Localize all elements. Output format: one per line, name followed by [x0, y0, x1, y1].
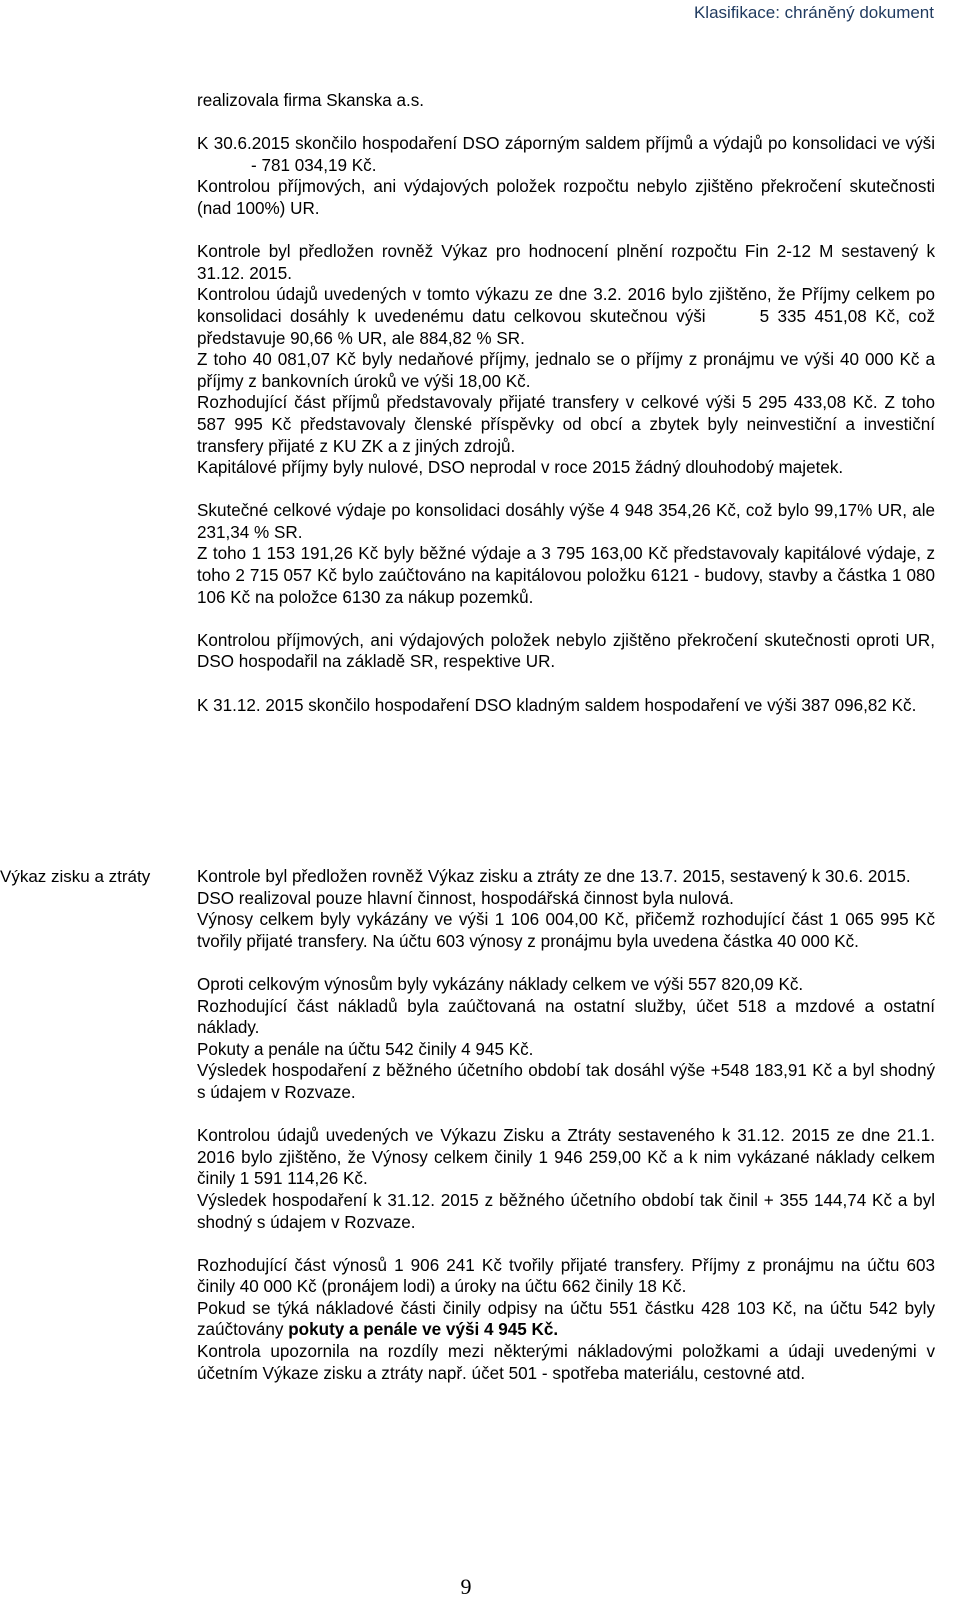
paragraph — [197, 1298, 935, 1341]
paragraph: Kontrolou údajů uvedených ve Výkazu Zisku a Ztráty sestaveného k 31.12. 2015 ze dne 21.1. 2016 bylo zjištěno, že Výnosy celkem činily 1 946 259,00 Kč a k nim vykázané náklady celkem činily 1 591 114,26 Kč. — [197, 1126, 935, 1189]
paragraph — [197, 133, 935, 176]
paragraph: Kontrolou příjmových, ani výdajových položek rozpočtu nebylo zjištěno překročení skutečnosti (nad 100%) UR. — [197, 177, 935, 218]
paragraph: K 31.12. 2015 skončilo hospodaření DSO kladným saldem hospodaření ve výši 387 096,82 Kč. — [197, 695, 917, 715]
text-block-budget — [197, 90, 935, 716]
bold-text: pokuty a penále ve výši 4 945 Kč. — [288, 1320, 559, 1340]
text: Kontrolou údajů uvedených v tomto výkazu ze dne 3.2. 2016 bylo zjištěno, že Příjmy celkem po konsolidaci dosáhly k uvedenému datu celkovou skutečnou výši — [197, 285, 935, 326]
paragraph: Kontrola upozornila na rozdíly mezi některými nákladovými položkami a údaji uvedenými v účetním Výkaze zisku a ztráty např. účet 501 - spotřeba materiálu, cestovné atd. — [197, 1342, 935, 1383]
page-number: 9 — [460, 1574, 472, 1599]
text-block-income-statement — [197, 866, 935, 1384]
section-label: Výkaz zisku a ztráty — [0, 867, 151, 886]
paragraph: Rozhodující část nákladů byla zaúčtovaná na ostatní služby, účet 518 a mzdové a ostatní náklady. — [197, 996, 935, 1038]
text: Pokud se týká nákladové části činily odpisy na účtu 551 částku 428 103 Kč, na účtu 542 byly zaúčtovány — [197, 1298, 935, 1340]
paragraph: Kontrole byl předložen rovněž Výkaz pro hodnocení plnění rozpočtu Fin 2-12 M sestavený k 31.12. 2015. — [197, 242, 935, 283]
paragraph: Kontrole byl předložen rovněž Výkaz zisku a ztráty ze dne 13.7. 2015, sestavený k 30.6. 2015. — [197, 867, 911, 886]
paragraph: Kontrolou příjmových, ani výdajových položek nebylo zjištěno překročení skutečnosti oproti UR, DSO hospodařil na základě SR, respektive UR. — [197, 630, 935, 672]
paragraph: Rozhodující část příjmů představovaly přijaté transfery v celkové výši 5 295 433,08 Kč. Z toho 587 995 Kč představovaly členské příspěvky od obcí a zbytek byly neinvestiční a investiční transfery přijaté z KU ZK a z jiných zdrojů. — [197, 393, 935, 456]
paragraph: Pokuty a penále na účtu 542 činily 4 945 Kč. — [197, 1039, 534, 1059]
paragraph: Oproti celkovým výnosům byly vykázány náklady celkem ve výši 557 820,09 Kč. — [197, 974, 804, 994]
amount: - 781 034,19 Kč. — [251, 155, 377, 175]
paragraph — [197, 284, 935, 349]
paragraph: Skutečné celkové výdaje po konsolidaci dosáhly výše 4 948 354,26 Kč, což bylo 99,17% UR, ale 231,34 % SR. — [197, 501, 935, 542]
paragraph: Z toho 1 153 191,26 Kč byly běžné výdaje a 3 795 163,00 Kč představovaly kapitálové výdaje, z toho 2 715 057 Kč bylo zaúčtováno na kapitálovou položku 6121 - budovy, stavby a částka 1 080 106 Kč na položce 6130 za nákup pozemků. — [197, 544, 935, 607]
paragraph: DSO realizoval pouze hlavní činnost, hospodářská činnost byla nulová. — [197, 888, 734, 908]
paragraph: Kapitálové příjmy byly nulové, DSO neprodal v roce 2015 žádný dlouhodobý majetek. — [197, 458, 844, 478]
text: K 30.6.2015 skončilo hospodaření DSO záporným saldem příjmů a výdajů po konsolidaci ve výši — [197, 134, 935, 154]
paragraph: Výsledek hospodaření z běžného účetního období tak dosáhl výše +548 183,91 Kč a byl shodný s údajem v Rozvaze. — [197, 1061, 935, 1102]
paragraph: realizovala firma Skanska a.s. — [197, 91, 425, 110]
paragraph: Z toho 40 081,07 Kč byly nedaňové příjmy, jednalo se o příjmy z pronájmu ve výši 40 000 Kč a příjmy z bankovních úroků ve výši 18,00 Kč. — [197, 350, 935, 391]
classification-header: Klasifikace: chráněný dokument — [693, 3, 934, 22]
paragraph: Výnosy celkem byly vykázány ve výši 1 106 004,00 Kč, přičemž rozhodující část 1 065 995 Kč tvořily přijaté transfery. Na účtu 603 výnosy z pronájmu byla uvedena částka 40 000 Kč. — [197, 910, 935, 951]
paragraph: Rozhodující část výnosů 1 906 241 Kč tvořily přijaté transfery. Příjmy z pronájmu na účtu 603 činily 40 000 Kč (pronájem lodi) a úroky na účtu 662 činily 18 Kč. — [197, 1255, 935, 1297]
text: 5 335 451,08 Kč, což představuje 90,66 % UR, ale 884,82 % SR. — [197, 306, 935, 348]
paragraph: Výsledek hospodaření k 31.12. 2015 z běžného účetního období tak činil + 355 144,74 Kč a byl shodný s údajem v Rozvaze. — [197, 1190, 935, 1232]
